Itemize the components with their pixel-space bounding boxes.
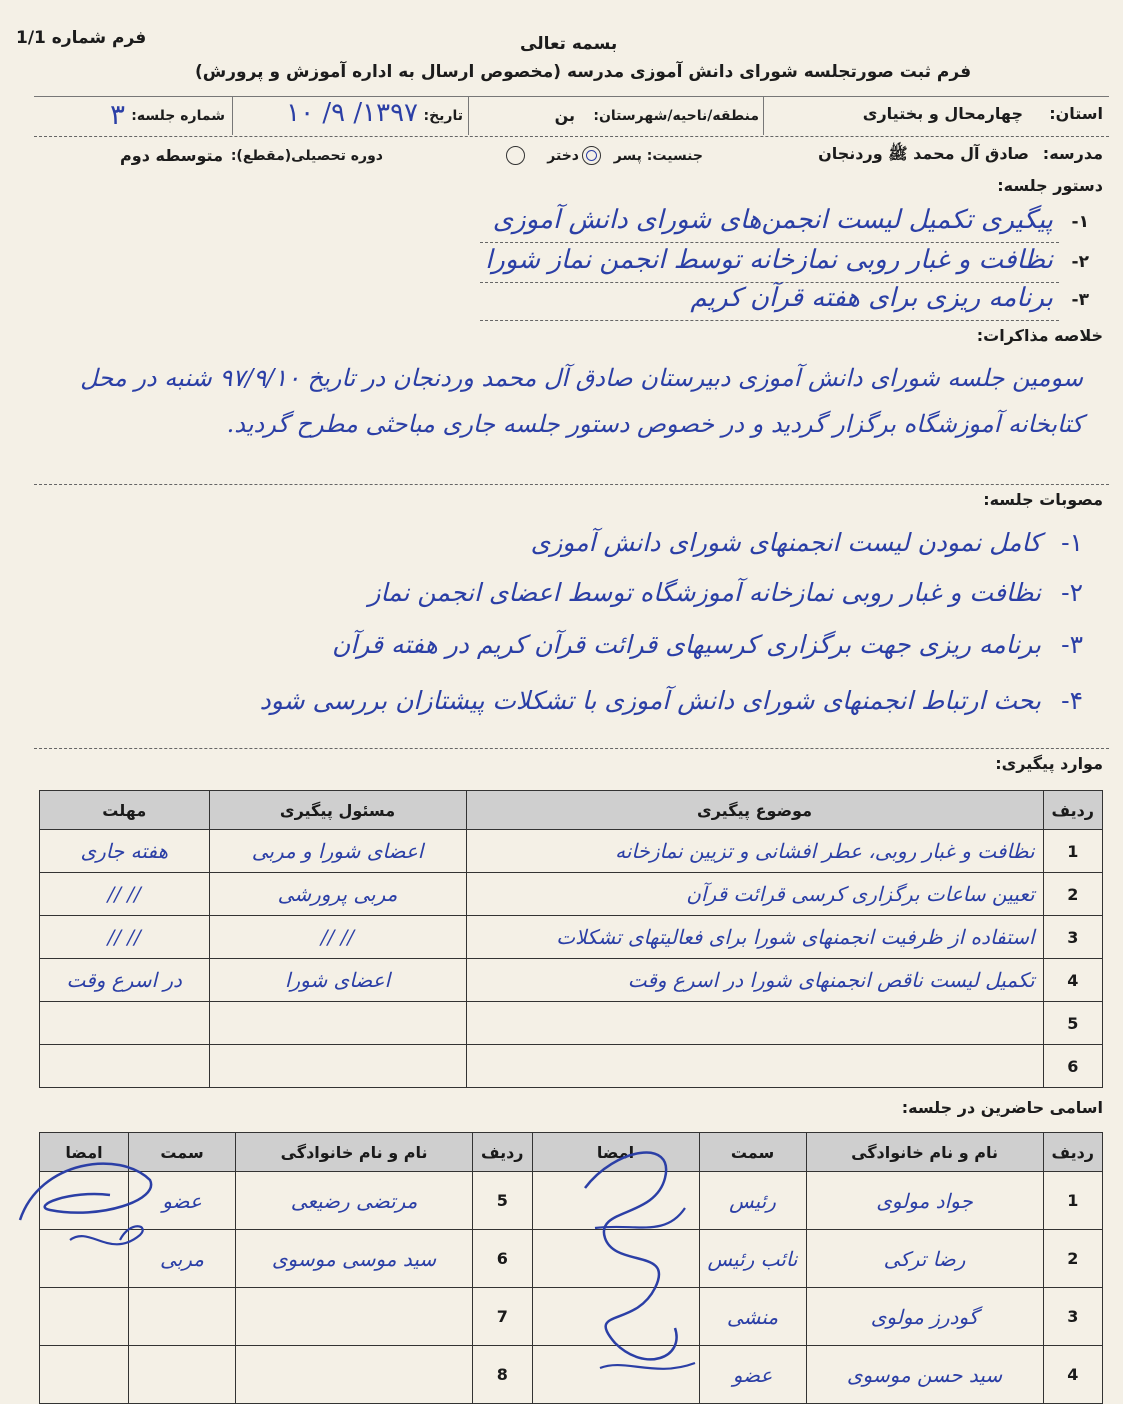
col-role: سمت [699,1133,806,1172]
responsible-cell [209,1045,466,1088]
table-row [40,873,1103,916]
attendee-role: نائب رئیس [699,1230,806,1288]
signature-cell [40,1346,129,1404]
col-name: نام و نام خانوادگی [236,1133,473,1172]
divider [468,97,469,135]
region-value: بن [554,106,575,125]
summary-line: کتابخانه آموزشگاه برگزار گردید و در خصوص دستور جلسه جاری مباحثی مطرح گردید. [226,410,1083,438]
summary-label: خلاصه مذاکرات: [976,326,1103,345]
topic-cell: تکمیل لیست ناقص انجمنهای شورا در اسرع وقت [466,959,1043,1002]
topic-cell [466,1045,1043,1088]
approval-num: ۳- [1061,630,1083,659]
deadline-cell: هفته جاری [40,830,210,873]
region-label: منطقه/ناحیه/شهرستان: [593,108,759,124]
attendee-role [129,1288,236,1346]
attendees-label: اسامی حاضرین در جلسه: [901,1098,1103,1117]
row-number: 3 [1043,916,1102,959]
topic-cell [466,1002,1043,1045]
attendee-role: عضو [699,1346,806,1404]
agenda-item: برنامه ریزی برای هفته قرآن کریم [690,283,1053,313]
row-number: 2 [1043,1230,1102,1288]
divider [480,242,1059,243]
divider [763,97,764,135]
col-sign: امضا [532,1133,699,1172]
responsible-cell: // // [209,916,466,959]
agenda-num: ۲- [1071,252,1089,272]
col-row: ردیف [1043,791,1102,830]
level-label: دوره تحصیلی(مقطع): [230,148,383,164]
attendee-name: جواد مولوی [806,1172,1043,1230]
approvals-label: مصوبات جلسه: [983,490,1103,509]
row-number: 6 [473,1230,532,1288]
approval-item: نظافت و غبار روبی نمازخانه آموزشگاه توسط اعضای انجمن نماز [368,578,1041,607]
row-number: 8 [473,1346,532,1404]
signature-scribble-2 [10,1140,170,1270]
table-row [40,1045,1103,1088]
divider [34,484,1109,485]
gender-female-label: دختر [547,148,579,164]
divider [34,748,1109,749]
attendee-role: رئیس [699,1172,806,1230]
responsible-cell [209,1002,466,1045]
date-label: تاریخ: [423,108,463,124]
approval-item: برنامه ریزی جهت برگزاری کرسیهای قرائت قرآن کریم در هفته قرآن [331,630,1041,659]
attendee-name: سید حسن موسوی [806,1346,1043,1404]
topic-cell: استفاده از ظرفیت انجمنهای شورا برای فعالیتهای تشکلات [466,916,1043,959]
row-number: 6 [1043,1045,1102,1088]
attendee-name [236,1288,473,1346]
row-number: 1 [1043,1172,1102,1230]
row-number: 3 [1043,1288,1102,1346]
attendee-role: عضو [129,1172,236,1230]
agenda-item: نظافت و غبار روبی نمازخانه توسط انجمن نماز شورا [485,245,1053,275]
form-title: فرم ثبت صورتجلسه شورای دانش آموزی مدرسه (مخصوص ارسال به اداره آموزش و پرورش) [195,62,972,82]
row-number: 7 [473,1288,532,1346]
attendee-role [129,1346,236,1404]
agenda-item: پیگیری تکمیل لیست انجمن‌های شورای دانش آموزی [492,205,1053,235]
school-value: صادق آل محمد ﷺ وردنجان [818,144,1029,163]
approval-num: ۲- [1061,578,1083,607]
session-label: شماره جلسه: [131,108,225,124]
responsible-cell: اعضای شورا [209,959,466,1002]
attendee-name: مرتضی رضیعی [236,1172,473,1230]
col-deadline: مهلت [40,791,210,830]
topic-cell: تعیین ساعات برگزاری کرسی قرائت قرآن [466,873,1043,916]
attendee-role: منشی [699,1288,806,1346]
agenda-num: ۳- [1071,290,1089,310]
approval-item: کامل نمودن لیست انجمنهای شورای دانش آموزی [530,528,1041,557]
row-number: 4 [1043,959,1102,1002]
gender-male-radio[interactable] [582,146,601,165]
divider [34,136,1109,137]
attendee-name: سید موسی موسوی [236,1230,473,1288]
deadline-cell: در اسرع وقت [40,959,210,1002]
table-row [40,959,1103,1002]
followup-label: موارد پیگیری: [995,754,1103,773]
form-number: فرم شماره 1/1 [16,28,147,48]
row-number: 1 [1043,830,1102,873]
col-topic: موضوع پیگیری [466,791,1043,830]
session-value: ۳ [109,98,125,131]
col-row: ردیف [473,1133,532,1172]
agenda-num: ۱- [1071,212,1089,232]
row-number: 2 [1043,873,1102,916]
attendee-role: مربی [129,1230,236,1288]
table-row [40,830,1103,873]
table-row [40,916,1103,959]
table-header-row [40,791,1103,830]
topic-cell: نظافت و غبار روبی، عطر افشانی و تزیین نمازخانه [466,830,1043,873]
school-label: مدرسه: [1042,144,1103,163]
signature-cell [40,1288,129,1346]
approval-num: ۱- [1061,528,1083,557]
deadline-cell: // // [40,873,210,916]
responsible-cell: اعضای شورا و مربی [209,830,466,873]
province-label: استان: [1049,104,1103,123]
approval-item: بحث ارتباط انجمنهای شورای دانش آموزی با تشکلات پیشتازان بررسی شود [259,686,1041,715]
level-value: متوسطه دوم [120,146,223,165]
deadline-cell [40,1002,210,1045]
divider [232,97,233,135]
approval-num: ۴- [1061,686,1083,715]
agenda-label: دستور جلسه: [997,176,1103,195]
row-number: 5 [473,1172,532,1230]
gender-label: جنسیت: پسر [613,148,703,164]
gender-female-radio[interactable] [506,146,525,165]
deadline-cell: // // [40,916,210,959]
row-number: 4 [1043,1346,1102,1404]
followup-table [39,790,1103,1088]
col-name: نام و نام خانوادگی [806,1133,1043,1172]
col-role: سمت [129,1133,236,1172]
divider [34,96,1109,97]
row-number: 5 [1043,1002,1102,1045]
divider [480,320,1059,321]
bismillah: بسمه تعالی [520,34,618,54]
col-row: ردیف [1043,1133,1102,1172]
deadline-cell [40,1045,210,1088]
summary-line: سومین جلسه شورای دانش آموزی دبیرستان صادق آل محمد وردنجان در تاریخ ۹۷/۹/۱۰ شنبه در محل [80,364,1083,392]
responsible-cell: مربی پرورشی [209,873,466,916]
col-responsible: مسئول پیگیری [209,791,466,830]
date-value: ۱۳۹۷/ ۹/ ۱۰ [286,98,418,128]
table-row [40,1002,1103,1045]
signature-scribble-1 [555,1128,705,1388]
attendee-name [236,1346,473,1404]
attendee-name: رضا ترکی [806,1230,1043,1288]
attendee-name: گودرز مولوی [806,1288,1043,1346]
col-sign: امضا [40,1133,129,1172]
province-value: چهارمحال و بختیاری [862,104,1023,123]
